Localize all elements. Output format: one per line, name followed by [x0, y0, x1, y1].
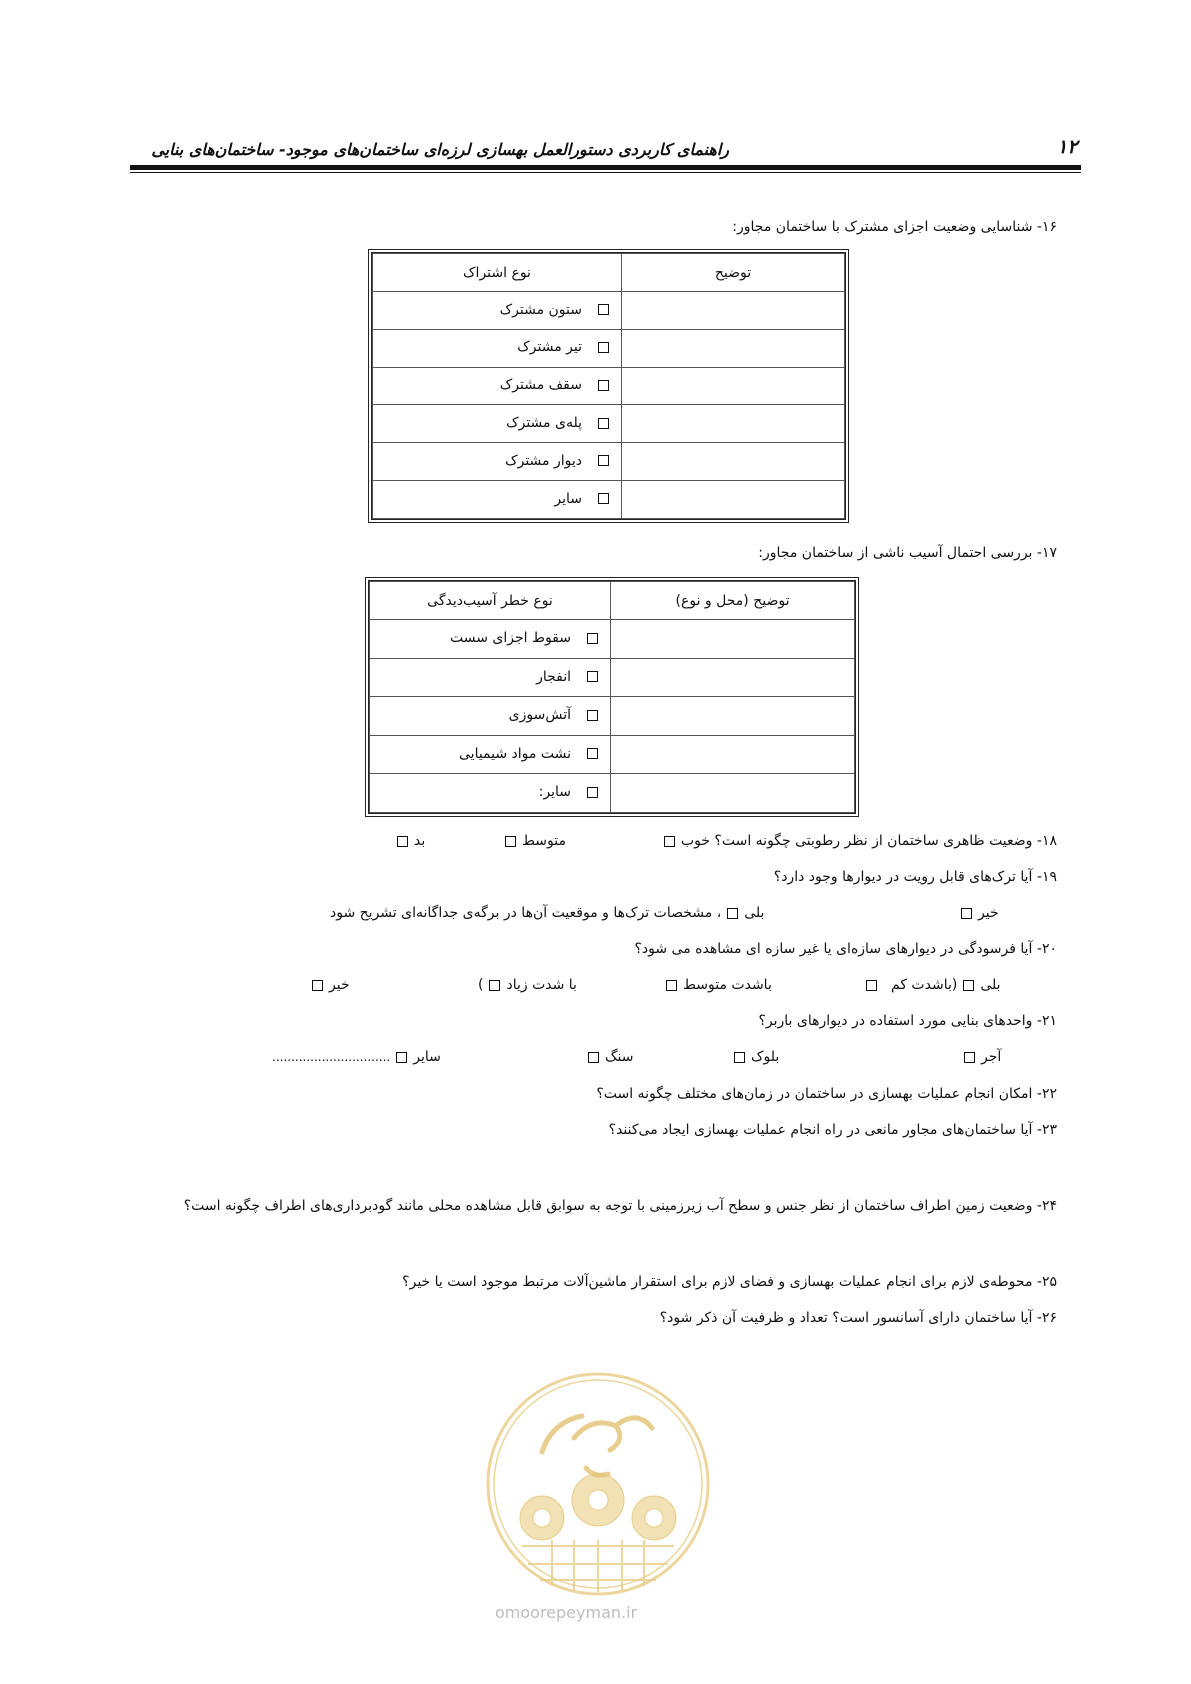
checkbox-yes[interactable] [727, 908, 738, 919]
checkbox[interactable] [598, 380, 609, 391]
q17-row-label: نشت مواد شیمیایی [459, 745, 571, 762]
q16-desc-cell[interactable] [622, 481, 845, 519]
q18-option-medium [505, 833, 566, 849]
q21-other-label: سایر [413, 1049, 441, 1065]
q16-row-label: ستون مشترک [499, 301, 582, 318]
checkbox[interactable] [598, 418, 609, 429]
q17-row-label: سقوط اجزای سست [450, 630, 571, 647]
q25-text: ۲۵- محوطه‌ی لازم برای انجام عملیات بهسازی و فضای لازم برای استقرار ماشین‌آلات مرتبط موجود است یا خیر؟ [402, 1274, 1057, 1290]
checkbox-stone[interactable] [588, 1052, 599, 1063]
q21-other-dots[interactable]: ............................... [272, 1050, 391, 1064]
q21-option-block [734, 1049, 779, 1065]
q17-desc-cell[interactable] [611, 658, 855, 697]
q20-option-yes [866, 977, 1001, 993]
q23-text: ۲۳- آیا ساختمان‌های مجاور مانعی در راه انجام عملیات بهسازی ایجاد می‌کنند؟ [608, 1122, 1057, 1138]
checkbox-yes[interactable] [963, 980, 974, 991]
q18-option-good [664, 833, 1057, 849]
q16-desc-cell[interactable] [622, 405, 845, 443]
checkbox[interactable] [598, 342, 609, 353]
header-rule-thin [130, 172, 1081, 173]
q16-header-desc: توضیح [622, 254, 845, 292]
q19-option-no [961, 905, 999, 921]
checkbox-medium[interactable] [505, 836, 516, 847]
q24-text: ۲۴- وضعیت زمین اطراف ساختمان از نظر جنس و سطح آب زیرزمینی با توجه به سوابق قابل مشاهده محلی مانند گودبرداری‌های اطراف چگونه است؟ [183, 1198, 1057, 1214]
q17-header-type: نوع خطر آسیب‌دیدگی [370, 582, 611, 620]
q19-no-label: خیر [978, 905, 999, 921]
checkbox-medium[interactable] [666, 980, 677, 991]
q20-high-close: ) [478, 977, 484, 993]
q16-row-label: سایر [554, 490, 582, 507]
page-number: ۱۲ [1057, 136, 1078, 158]
checkbox-no[interactable] [312, 980, 323, 991]
q16-table [368, 249, 849, 523]
q21-text: ۲۱- واحدهای بنایی مورد استفاده در دیوارهای باربر؟ [758, 1013, 1057, 1029]
checkbox-block[interactable] [734, 1052, 745, 1063]
q20-no-label: خیر [329, 977, 350, 993]
q16-desc-cell[interactable] [622, 329, 845, 367]
q21-stone-label: سنگ [605, 1049, 634, 1065]
q17-row-label: آتش‌سوزی [508, 707, 571, 724]
q18-option-bad [397, 833, 425, 849]
q18-text: ۱۸- وضعیت ظاهری ساختمان از نظر رطوبتی چگونه است؟ خوب [680, 833, 1057, 849]
q19-yes-note: ، مشخصات ترک‌ها و موقعیت آن‌ها در برگه‌ی جداگانه‌ای تشریح شود [330, 905, 722, 921]
q22-text: ۲۲- امکان انجام عملیات بهسازی در ساختمان در زمان‌های مختلف چگونه است؟ [596, 1086, 1057, 1102]
q17-desc-cell[interactable] [611, 697, 855, 736]
q16-title: ۱۶- شناسایی وضعیت اجزای مشترک با ساختمان مجاور: [732, 219, 1057, 235]
q16-row-label: تیر مشترک [517, 339, 582, 356]
q21-option-brick [964, 1049, 1001, 1065]
q20-high-label: با شدت زیاد [506, 977, 577, 993]
q17-desc-cell[interactable] [611, 620, 855, 659]
watermark-logo [482, 1368, 714, 1600]
checkbox[interactable] [598, 455, 609, 466]
q17-title: ۱۷- بررسی احتمال آسیب ناشی از ساختمان مجاور: [758, 545, 1057, 561]
q16-desc-cell[interactable] [622, 443, 845, 481]
q16-header-type: نوع اشتراک [373, 254, 622, 292]
q19-yes-label: بلی [744, 905, 765, 921]
q17-header-desc: توضیح (محل و نوع) [611, 582, 855, 620]
q20-option-medium [666, 977, 772, 993]
q18-bad-label: بد [414, 833, 426, 849]
q21-brick-label: آجر [981, 1049, 1002, 1065]
checkbox-other[interactable] [396, 1052, 407, 1063]
checkbox-no[interactable] [961, 908, 972, 919]
q17-desc-cell[interactable] [611, 735, 855, 774]
header-rule [130, 165, 1081, 170]
q26-text: ۲۶- آیا ساختمان دارای آسانسور است؟ تعداد و ظرفیت آن ذکر شود؟ [659, 1310, 1057, 1326]
checkbox-brick[interactable] [964, 1052, 975, 1063]
checkbox-low[interactable] [866, 980, 877, 991]
q17-table [365, 577, 859, 817]
q16-row-label: دیوار مشترک [505, 452, 582, 469]
q20-option-no [312, 977, 350, 993]
q16-row-label: سقف مشترک [499, 377, 582, 394]
q18-medium-label: متوسط [522, 833, 566, 849]
q20-text: ۲۰- آیا فرسودگی در دیوارهای سازه‌ای یا غیر سازه ای مشاهده می شود؟ [634, 941, 1057, 957]
checkbox-high[interactable] [489, 980, 500, 991]
checkbox[interactable] [598, 493, 609, 504]
q19-text: ۱۹- آیا ترک‌های قابل رویت در دیوارها وجود دارد؟ [773, 869, 1057, 885]
q20-medium-label: باشدت متوسط [683, 977, 772, 993]
checkbox[interactable] [598, 304, 609, 315]
q16-desc-cell[interactable] [622, 292, 845, 330]
q17-desc-cell[interactable] [611, 774, 855, 813]
q16-row-label: پله‌ی مشترک [506, 415, 582, 432]
checkbox[interactable] [587, 633, 598, 644]
q20-option-high [478, 977, 577, 993]
q21-option-stone [588, 1049, 634, 1065]
checkbox[interactable] [587, 671, 598, 682]
q21-option-other [272, 1049, 441, 1065]
q17-row-label: انفجار [536, 668, 571, 685]
running-header-title: راهنمای کاربردی دستورالعمل بهسازی لرزه‌ای ساختمان‌های موجود- ساختمان‌های بنایی [151, 140, 729, 159]
q19-option-yes [330, 905, 764, 921]
q17-row-label: سایر: [538, 784, 571, 801]
checkbox-good[interactable] [664, 836, 675, 847]
checkbox[interactable] [587, 748, 598, 759]
checkbox-bad[interactable] [397, 836, 408, 847]
watermark-url: omoorepeyman.ir [495, 1603, 638, 1622]
q20-low-label: (باشدت کم [891, 977, 958, 993]
q20-yes-label: بلی [980, 977, 1001, 993]
q21-block-label: بلوک [751, 1049, 780, 1065]
checkbox[interactable] [587, 710, 598, 721]
q16-desc-cell[interactable] [622, 367, 845, 405]
checkbox[interactable] [587, 787, 598, 798]
